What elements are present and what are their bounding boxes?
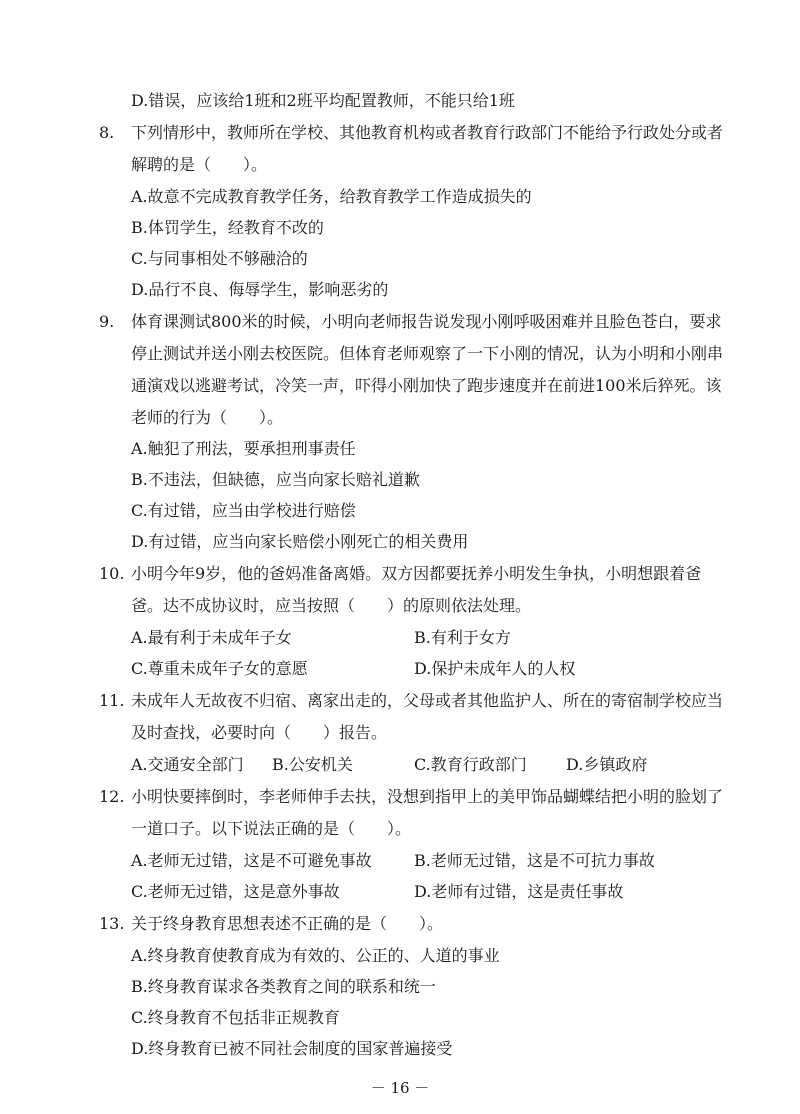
option-b: B.公安机关 (272, 755, 353, 774)
option-a: A.终身教育使教育成为有效的、公正的、人道的事业 (131, 946, 500, 965)
question-stem-line: 老师的行为（ ）。 (131, 408, 284, 427)
option-c: C.终身教育不包括非正规教育 (131, 1008, 340, 1027)
option-c: C.尊重未成年子女的意愿 (131, 659, 308, 678)
option-d: D.终身教育已被不同社会制度的国家普遍接受 (131, 1039, 453, 1058)
question-stem-line: 体育课测试800米的时候，小明向老师报告说发现小刚呼吸困难并且脸色苍白，要求 (131, 312, 722, 331)
option-d: D.老师有过错，这是责任事故 (414, 882, 624, 901)
option-b: B.不违法，但缺德，应当向家长赔礼道歉 (131, 470, 420, 489)
question-number: 10. (99, 564, 125, 583)
question-number: 9. (99, 312, 115, 331)
question-stem-line: 关于终身教育思想表述不正确的是（ ）。 (131, 914, 444, 933)
question-stem-line: 通演戏以逃避考试，冷笑一声，吓得小刚加快了跑步速度并在前进100米后猝死。该 (131, 376, 722, 395)
question-stem-line: 及时查找，必要时向（ ）报告。 (131, 723, 388, 742)
option-a: A.最有利于未成年子女 (131, 628, 292, 647)
option-a: A.触犯了刑法，要承担刑事责任 (131, 439, 356, 458)
option-a: A.交通安全部门 (131, 755, 244, 774)
page-number: － 16 － (370, 1079, 430, 1097)
question-stem-line: 停止测试并送小刚去校医院。但体育老师观察了一下小刚的情况，认为小明和小刚串 (131, 344, 724, 363)
question-number: 13. (99, 914, 125, 933)
option-c: C.老师无过错，这是意外事故 (131, 882, 340, 901)
question-number: 12. (99, 787, 125, 806)
question-number: 8. (99, 123, 115, 142)
prev-question-option-d: D.错误，应该给1班和2班平均配置教师，不能只给1班 (131, 91, 515, 110)
option-c: C.与同事相处不够融洽的 (131, 249, 308, 268)
question-stem-line: 小明今年9岁，他的爸妈准备离婚。双方因都要抚养小明发生争执，小明想跟着爸 (131, 564, 702, 583)
question-stem-line: 爸。达不成协议时，应当按照（ ）的原则依法处理。 (131, 596, 532, 615)
option-b: B.老师无过错，这是不可抗力事故 (414, 851, 655, 870)
option-d: D.保护未成年人的人权 (414, 659, 576, 678)
option-c: C.教育行政部门 (414, 755, 527, 774)
option-a: A.故意不完成教育教学任务，给教育教学工作造成损失的 (131, 187, 532, 206)
option-c: C.有过错，应当由学校进行赔偿 (131, 501, 356, 520)
option-b: B.体罚学生，经教育不改的 (131, 218, 324, 237)
option-b: B.有利于女方 (414, 628, 511, 647)
question-stem-line: 解聘的是（ ）。 (131, 155, 268, 174)
option-a: A.老师无过错，这是不可避免事故 (131, 851, 372, 870)
question-stem-line: 下列情形中，教师所在学校、其他教育机构或者教育行政部门不能给予行政处分或者 (131, 123, 724, 142)
question-number: 11. (99, 691, 125, 710)
question-stem-line: 一道口子。以下说法正确的是（ ）。 (131, 819, 412, 838)
option-d: D.乡镇政府 (566, 755, 648, 774)
question-stem-line: 未成年人无故夜不归宿、离家出走的，父母或者其他监护人、所在的寄宿制学校应当 (131, 691, 724, 710)
option-d: D.品行不良、侮辱学生，影响恶劣的 (131, 280, 389, 299)
question-stem-line: 小明快要摔倒时，李老师伸手去扶，没想到指甲上的美甲饰品蝴蝶结把小明的脸划了 (131, 787, 724, 806)
option-d: D.有过错，应当向家长赔偿小刚死亡的相关费用 (131, 532, 469, 551)
option-b: B.终身教育谋求各类教育之间的联系和统一 (131, 977, 436, 996)
